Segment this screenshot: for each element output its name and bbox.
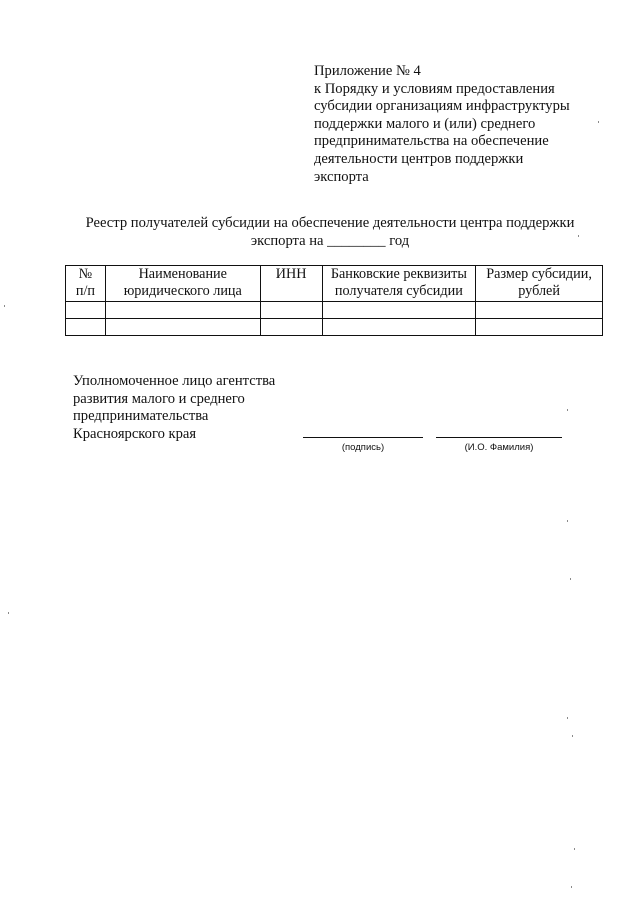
scan-speck [571,886,572,888]
scan-speck [574,848,575,850]
signature-line [303,437,423,438]
appendix-line: поддержки малого и (или) среднего [314,115,536,132]
title-line: Реестр получателей субсидии на обеспечение деятельности центра поддержки [85,215,575,231]
appendix-number: Приложение № 4 [314,63,421,79]
signer-line: Красноярского края [73,425,197,442]
header-legal-entity-name: Наименование юридического лица [105,266,260,302]
scan-speck [598,121,599,123]
table-cell [260,302,322,319]
table-cell [322,319,476,336]
header-subsidy-amount: Размер субсидии, рублей [476,266,603,302]
table-cell [476,302,603,319]
table-cell [66,302,106,319]
appendix-line: предпринимательства на обеспечение [314,133,549,150]
scan-speck [567,717,568,719]
signer-line: развития малого и среднего [73,390,245,407]
scan-speck [567,520,568,522]
table-row [66,302,603,319]
table-header-row [66,266,603,302]
table-row [66,319,603,336]
full-name-line [436,437,562,438]
table-cell [105,302,260,319]
title-line: экспорта на ________ год [250,232,410,249]
table-cell [105,319,260,336]
scan-speck [572,735,573,737]
header-bank-details: Банковские реквизиты получателя субсидии [322,266,476,302]
appendix-header [314,63,614,186]
registry-table [65,265,603,336]
table-cell [322,302,476,319]
scan-speck [578,235,579,237]
table-cell [476,319,603,336]
authorized-person-block [73,373,275,443]
full-name-caption: (И.О. Фамилия) [464,442,534,453]
signer-line: предпринимательства [73,408,209,425]
appendix-line: экспорта [314,168,369,185]
header-number: № п/п [66,266,106,302]
table-cell [260,319,322,336]
signature-caption: (подпись) [341,442,385,453]
appendix-line: деятельности центров поддержки [314,150,524,167]
document-title [40,215,620,250]
signer-line: Уполномоченное лицо агентства [73,373,276,389]
header-inn: ИНН [260,266,322,302]
scan-speck [570,578,571,580]
table-cell [66,319,106,336]
scan-speck [4,305,5,307]
scan-speck [8,612,9,614]
appendix-line: субсидии организациям инфраструктуры [314,98,570,115]
scan-speck [567,409,568,411]
appendix-line: к Порядку и условиям предоставления [314,80,555,97]
